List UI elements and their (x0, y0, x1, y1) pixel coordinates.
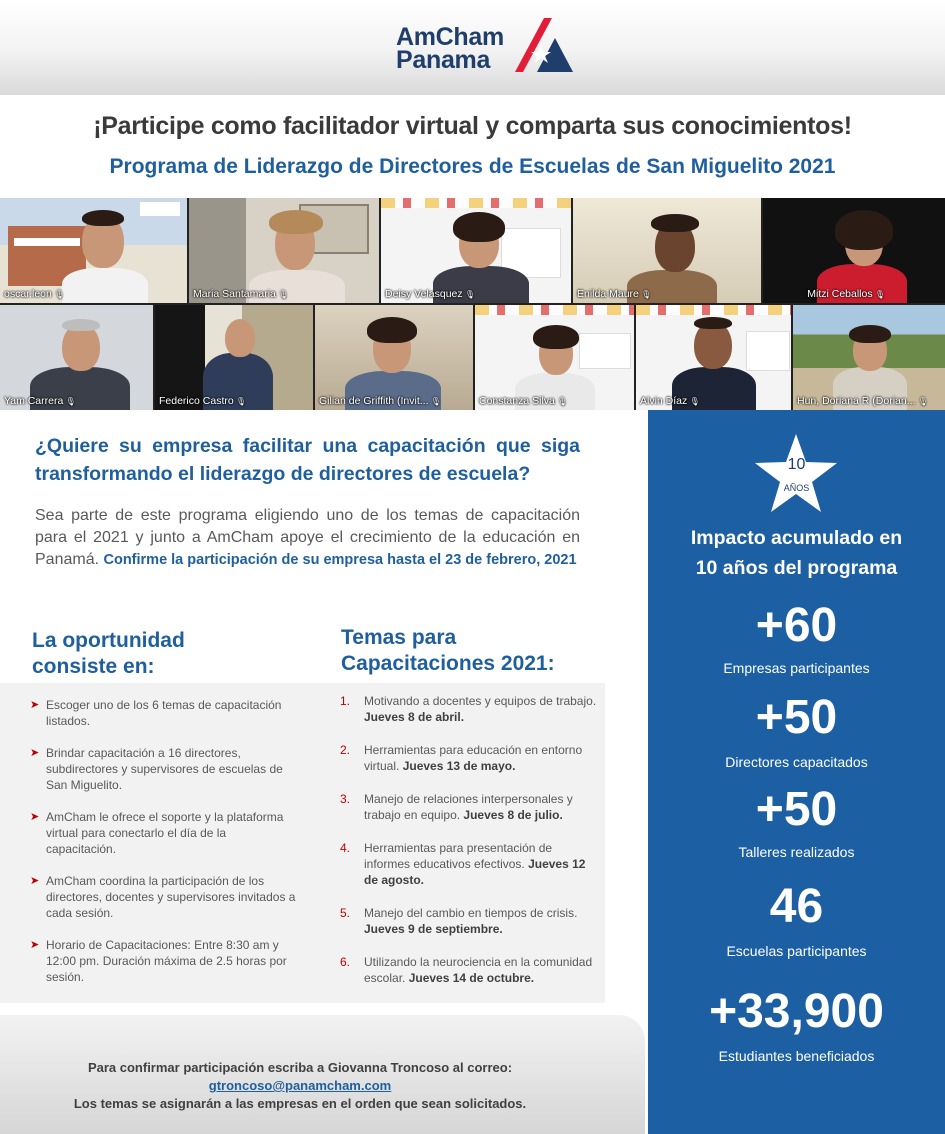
arrow-bullet-icon: ➤ (30, 811, 40, 823)
list-item-text: Horario de Capacitaciones: Entre 8:30 am y 12:00 pm. Duración máxima de 2.5 horas por sesión. (46, 938, 287, 984)
topic-number: 4. (340, 841, 351, 855)
topic-text: Herramientas para presentación de informes educativos efectivos. (364, 841, 553, 871)
video-tile (636, 305, 791, 410)
video-tile (573, 198, 761, 303)
topic-number: 5. (340, 906, 351, 920)
video-tile (189, 198, 379, 303)
video-tile (763, 198, 945, 303)
stat-label: Estudiantes beneficiados (718, 1048, 875, 1064)
topics-heading-line-1: Temas para (341, 626, 457, 649)
arrow-bullet-icon: ➤ (30, 747, 40, 759)
participant-name: Alvin Díaz 🎙 (640, 395, 700, 407)
list-item-text: AmCham le ofrece el soporte y la plataforma virtual para conectarlo el día de la capacitación. (46, 810, 284, 856)
participant-name: Yam Carrera 🎙 (4, 395, 76, 407)
deadline-highlight: Confirme la participación de su empresa hasta el 23 de febrero, 2021 (103, 552, 577, 568)
list-item (340, 791, 598, 823)
participant-name: Gilian de Griffith (Invit... 🎙 (319, 395, 441, 407)
impact-panel (648, 410, 945, 1134)
opportunity-heading-line-1: La oportunidad (32, 629, 185, 652)
topic-text: Herramientas para educación en entorno virtual. (364, 743, 583, 773)
amcham-emblem-icon (511, 14, 577, 74)
stat-label: Directores capacitados (725, 754, 868, 770)
participant-name: Deisy Velasquez 🎙 (385, 288, 475, 300)
video-tile (0, 305, 153, 410)
intro-text: Sea parte de este programa eligiendo uno de los temas de capacitación para el 2021 y junto a AmCham apoye el crecimiento de la educación en Panamá. (35, 507, 580, 568)
impact-title (648, 523, 945, 583)
participant-name: Hun, Doriana R (Dorian... 🎙 (797, 395, 928, 407)
opportunity-list (30, 697, 296, 1001)
topic-text: Manejo del cambio en tiempos de crisis. (364, 906, 578, 920)
logo-line-2: Panama (396, 46, 491, 74)
list-item-text: AmCham coordina la participación de los directores, docentes y supervisores invitados a cada sesión. (46, 874, 296, 920)
video-call-grid (0, 198, 945, 410)
list-item (30, 809, 296, 857)
stat-value: +33,900 (709, 985, 884, 1038)
contact-instruction: Para confirmar participación escriba a Giovanna Troncoso al correo: (87, 1060, 513, 1075)
participant-name: Mitzi Ceballos 🎙 (807, 288, 885, 300)
topic-date: Jueves 8 de abril. (364, 710, 465, 724)
list-item (30, 873, 296, 921)
list-item (30, 745, 296, 793)
badge-label: AÑOS (783, 483, 810, 493)
stat-value: +50 (755, 783, 838, 836)
stat-label: Empresas participantes (723, 660, 870, 676)
topic-number: 2. (340, 743, 351, 757)
stat-label: Escuelas participantes (726, 943, 867, 959)
stat-value: +60 (755, 599, 838, 652)
participant-name: Federico Castro 🎙 (159, 395, 246, 407)
topic-date: Jueves 13 de mayo. (402, 759, 516, 773)
participant-name: Constanza Silva 🎙 (479, 395, 567, 407)
page-headline: ¡Participe como facilitador virtual y comparta sus conocimientos! (93, 112, 852, 140)
list-item (340, 742, 598, 774)
topic-date: Jueves 14 de octubre. (408, 971, 535, 985)
impact-title-line-2: 10 años del programa (695, 557, 898, 579)
stat-value: +50 (755, 691, 838, 744)
list-item (30, 937, 296, 985)
amcham-logo[interactable] (396, 14, 581, 80)
topics-heading (341, 625, 555, 677)
video-tile (381, 198, 571, 303)
list-item (340, 905, 598, 937)
opportunity-heading (32, 628, 185, 680)
video-tile (315, 305, 473, 410)
intro-paragraph (35, 505, 580, 571)
topic-text: Motivando a docentes y equipos de trabajo. (364, 694, 597, 708)
video-tile (475, 305, 634, 410)
email-link[interactable]: gtroncoso@panamcham.com (208, 1078, 392, 1093)
topic-number: 6. (340, 955, 351, 969)
program-subtitle: Programa de Liderazgo de Directores de Escuelas de San Miguelito 2021 (109, 155, 836, 178)
call-to-action-question: ¿Quiere su empresa facilitar una capacitación que siga transformando el liderazgo de directores de escuela? (35, 435, 580, 485)
list-item (340, 954, 598, 986)
arrow-bullet-icon: ➤ (30, 875, 40, 887)
logo-wordmark (396, 23, 504, 74)
topic-number: 1. (340, 694, 351, 708)
list-item (30, 697, 296, 729)
stat-value: 46 (769, 880, 824, 933)
list-item (340, 840, 598, 888)
topic-date: Jueves 9 de septiembre. (364, 922, 503, 936)
video-tile (793, 305, 945, 410)
opportunity-heading-line-2: consiste en: (32, 655, 155, 678)
arrow-bullet-icon: ➤ (30, 699, 40, 711)
topic-number: 3. (340, 792, 351, 806)
stat-label: Talleres realizados (738, 844, 855, 860)
assignment-note: Los temas se asignarán a las empresas en el orden que sean solicitados. (73, 1096, 527, 1111)
impact-title-line-1: Impacto acumulado en (690, 527, 903, 549)
list-item-text: Escoger uno de los 6 temas de capacitación listados. (46, 698, 282, 728)
contact-block (0, 1059, 600, 1113)
topics-list (340, 693, 598, 1003)
topic-text: Manejo de relaciones interpersonales y trabajo en equipo. (364, 792, 573, 822)
logo-line-1: AmCham (396, 23, 504, 51)
topic-date: Jueves 8 de julio. (463, 808, 563, 822)
topics-heading-line-2: Capacitaciones 2021: (341, 652, 555, 675)
participant-name: Maria Santamaria 🎙 (193, 288, 288, 300)
participant-name: Enilda Maure 🎙 (577, 288, 651, 300)
participant-name: oscar.leon 🎙 (4, 288, 64, 300)
video-tile (0, 198, 187, 303)
header-bar (0, 0, 945, 95)
topic-text: Utilizando la neurociencia en la comunidad escolar. (364, 955, 593, 985)
topic-date: Jueves 12 de agosto. (364, 857, 586, 887)
list-item (340, 693, 598, 725)
badge-number: 10 (787, 456, 806, 473)
arrow-bullet-icon: ➤ (30, 939, 40, 951)
video-tile (155, 305, 313, 410)
list-item-text: Brindar capacitación a 16 directores, subdirectores y supervisores de escuelas de San Miguelito. (46, 746, 283, 792)
